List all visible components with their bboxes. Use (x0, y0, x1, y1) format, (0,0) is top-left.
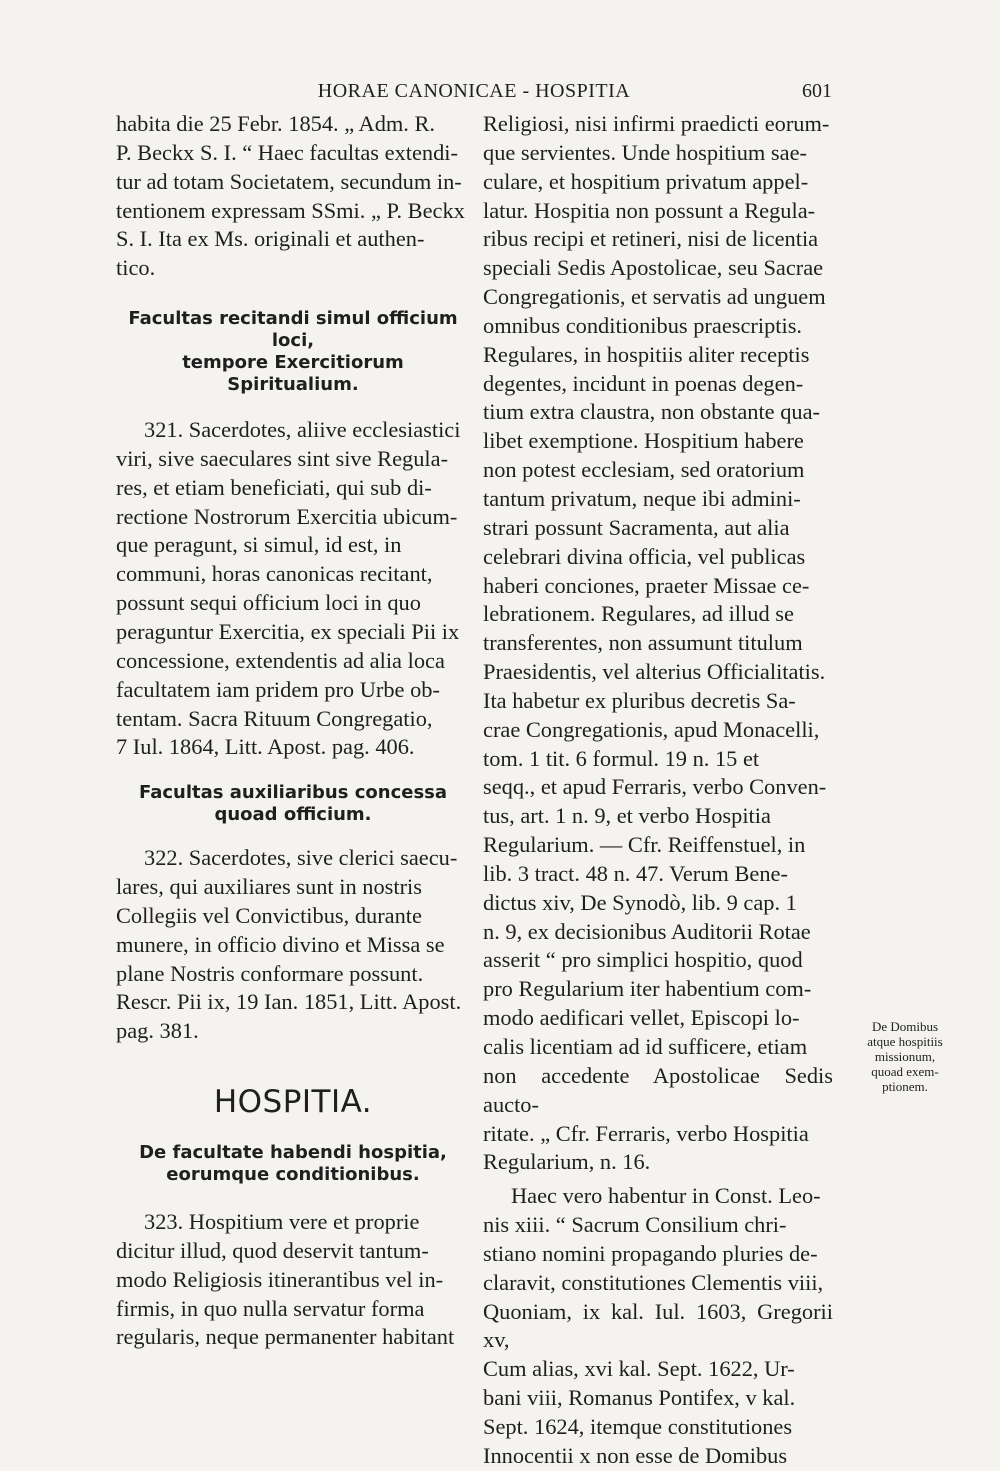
line: Ita habetur ex pluribus decretis Sa- (483, 687, 796, 713)
margin-note-line: De Domibus (871, 1019, 939, 1034)
line: degentes, incidunt in poenas degen- (483, 370, 804, 396)
margin-note-line: atque hospitiis (867, 1034, 943, 1049)
line: bani viii, Romanus Pontifex, v kal. (483, 1385, 796, 1411)
line: tur ad totam Societatem, secundum in- (116, 168, 462, 194)
paragraph-323 (116, 1208, 470, 1352)
line: Congregationis, et servatis ad unguem (483, 284, 826, 310)
line: Religiosi, nisi infirmi praedicti eorum- (483, 111, 830, 136)
line: firmis, in quo nulla servatur forma (116, 1295, 425, 1321)
line: tium extra claustra, non obstante qua- (483, 399, 820, 425)
paragraph-322 (116, 844, 470, 1046)
line: seqq., et apud Ferraris, verbo Conven- (483, 774, 827, 800)
line: plane Nostris conformare possunt. (116, 960, 424, 986)
line: P. Beckx S. I. “ Haec facultas extendi- (116, 139, 458, 165)
line: latur. Hospitia non possunt a Regula- (483, 197, 816, 223)
line: res, et etiam beneficiati, qui sub di- (116, 474, 432, 500)
line: tom. 1 tit. 6 formul. 19 n. 15 et (483, 745, 760, 771)
line: lebrationem. Regulares, ad illud se (483, 601, 794, 627)
line: 321. Sacerdotes, aliive ecclesiastici (144, 417, 461, 443)
line: munere, in officio divino et Missa se (116, 931, 445, 957)
left-column (116, 110, 470, 1352)
line: strari possunt Sacramenta, aut alia (483, 514, 790, 540)
line: Regulares, in hospitiis aliter receptis (483, 341, 810, 367)
line: possunt sequi officium loci in quo (116, 590, 421, 616)
line: tico. (116, 255, 156, 281)
line: n. 9, ex decisionibus Auditorii Rotae (483, 918, 811, 944)
line: lib. 3 tract. 48 n. 47. Verum Bene- (483, 860, 788, 886)
line: transferentes, non assumunt titulum (483, 630, 803, 656)
heading-line: De facultate habendi hospitia, (139, 1142, 447, 1164)
major-heading-hospitia: HOSPITIA. (213, 1084, 373, 1121)
heading-line: Facultas auxiliaribus concessa (138, 782, 448, 804)
line: habita die 25 Febr. 1854. „ Adm. R. (116, 111, 436, 136)
paragraph-321 (116, 416, 470, 762)
margin-note-line: ptionem. (882, 1079, 928, 1094)
line: Haec vero habentur in Const. Leo- (511, 1183, 821, 1209)
line: Collegiis vel Convictibus, durante (116, 902, 422, 928)
line: ribus recipi et retineri, nisi de licentia (483, 226, 819, 252)
margin-note-line: quoad exem- (871, 1064, 939, 1079)
line: culare, et hospitium privatum appel- (483, 168, 809, 194)
line: non potest ecclesiam, sed oratorium (483, 457, 805, 483)
paragraph-hospitia-rules (483, 110, 833, 1177)
section-heading-322 (116, 782, 470, 826)
line: Quoniam, ix kal. Iul. 1603, Gregorii xv, (483, 1298, 833, 1353)
line: 322. Sacerdotes, sive clerici saecu- (144, 845, 458, 871)
page-number: 601 (802, 80, 832, 102)
line: speciali Sedis Apostolicae, seu Sacrae (483, 255, 824, 281)
line: ritate. „ Cfr. Ferraris, verbo Hospitia (483, 1120, 809, 1146)
line: rectione Nostrorum Exercitia ubicum- (116, 503, 458, 529)
section-heading-321 (116, 308, 470, 396)
line: dictus xiv, De Synodò, lib. 9 cap. 1 (483, 889, 797, 915)
section-heading-323 (116, 1142, 470, 1186)
heading-line: tempore Exercitiorum Spiritualium. (182, 352, 404, 396)
line: haberi conciones, praeter Missae ce- (483, 572, 810, 598)
line: pro Regularium iter habentium com- (483, 976, 812, 1002)
line: concessione, extendentis ad alia loca (116, 647, 445, 673)
line: Cum alias, xvi kal. Sept. 1622, Ur- (483, 1356, 795, 1382)
line: que peragunt, si simul, id est, in (116, 532, 402, 558)
line: Rescr. Pii ix, 19 Ian. 1851, Litt. Apost. (116, 989, 462, 1015)
line: communi, horas canonicas recitant, (116, 561, 433, 587)
line: peraguntur Exercitia, ex speciali Pii ix (116, 618, 460, 644)
line: nis xiii. “ Sacrum Consilium chri- (483, 1212, 787, 1238)
line: Praesidentis, vel alterius Officialitatis. (483, 659, 826, 685)
heading-line: quoad officium. (214, 804, 372, 826)
line: Regularium, n. 16. (483, 1149, 651, 1175)
line: celebrari divina officia, vel publicas (483, 543, 806, 569)
line: regularis, neque permanenter habitant (116, 1324, 455, 1350)
line: viri, sive saeculares sint sive Regula- (116, 445, 449, 471)
line: stiano nomini propagando pluries de- (483, 1240, 818, 1266)
line: tentam. Sacra Rituum Congregatio, (116, 705, 433, 731)
line: 7 Iul. 1864, Litt. Apost. pag. 406. (116, 734, 415, 760)
line: libet exemptione. Hospitium habere (483, 428, 804, 454)
line: Innocentii x non esse de Domibus (483, 1442, 788, 1468)
paragraph-intro (116, 110, 470, 283)
line: tus, art. 1 n. 9, et verbo Hospitia (483, 803, 771, 829)
line: modo Religiosis itinerantibus vel in- (116, 1266, 444, 1292)
line: 323. Hospitium vere et proprie (144, 1209, 420, 1235)
line: omnibus conditionibus praescriptis. (483, 312, 803, 338)
paragraph-leo-xiii (483, 1182, 833, 1470)
line: Sept. 1624, itemque constitutiones (483, 1413, 793, 1439)
line: Regularium. — Cfr. Reiffenstuel, in (483, 832, 806, 858)
line: tantum privatum, neque ibi admini- (483, 485, 801, 511)
line: asserit “ pro simplici hospitio, quod (483, 947, 803, 973)
line: tentionem expressam SSmi. „ P. Beckx (116, 197, 465, 223)
line: dicitur illud, quod deservit tantum- (116, 1237, 429, 1263)
margin-note (842, 1019, 968, 1094)
line: modo aedificari vellet, Episcopi lo- (483, 1005, 800, 1031)
line: pag. 381. (116, 1018, 199, 1044)
line: lares, qui auxiliares sunt in nostris (116, 874, 422, 900)
line: que servientes. Unde hospitium sae- (483, 139, 807, 165)
line: crae Congregationis, apud Monacelli, (483, 716, 820, 742)
heading-line: eorumque conditionibus. (166, 1164, 420, 1186)
page-header (116, 76, 832, 106)
heading-line: Facultas recitandi simul officium loci, (128, 308, 458, 352)
line: facultatem iam pridem pro Urbe ob- (116, 676, 440, 702)
margin-note-line: missionum, (874, 1049, 936, 1064)
right-column (483, 110, 833, 1471)
line: claravit, constitutiones Clementis viii, (483, 1269, 824, 1295)
line: non accedente Apostolicae Sedis aucto- (483, 1062, 833, 1117)
header-title: HORAE CANONICAE - HOSPITIA (317, 80, 631, 102)
line: S. I. Ita ex Ms. originali et authen- (116, 226, 425, 252)
line: calis licentiam ad id sufficere, etiam (483, 1034, 808, 1059)
